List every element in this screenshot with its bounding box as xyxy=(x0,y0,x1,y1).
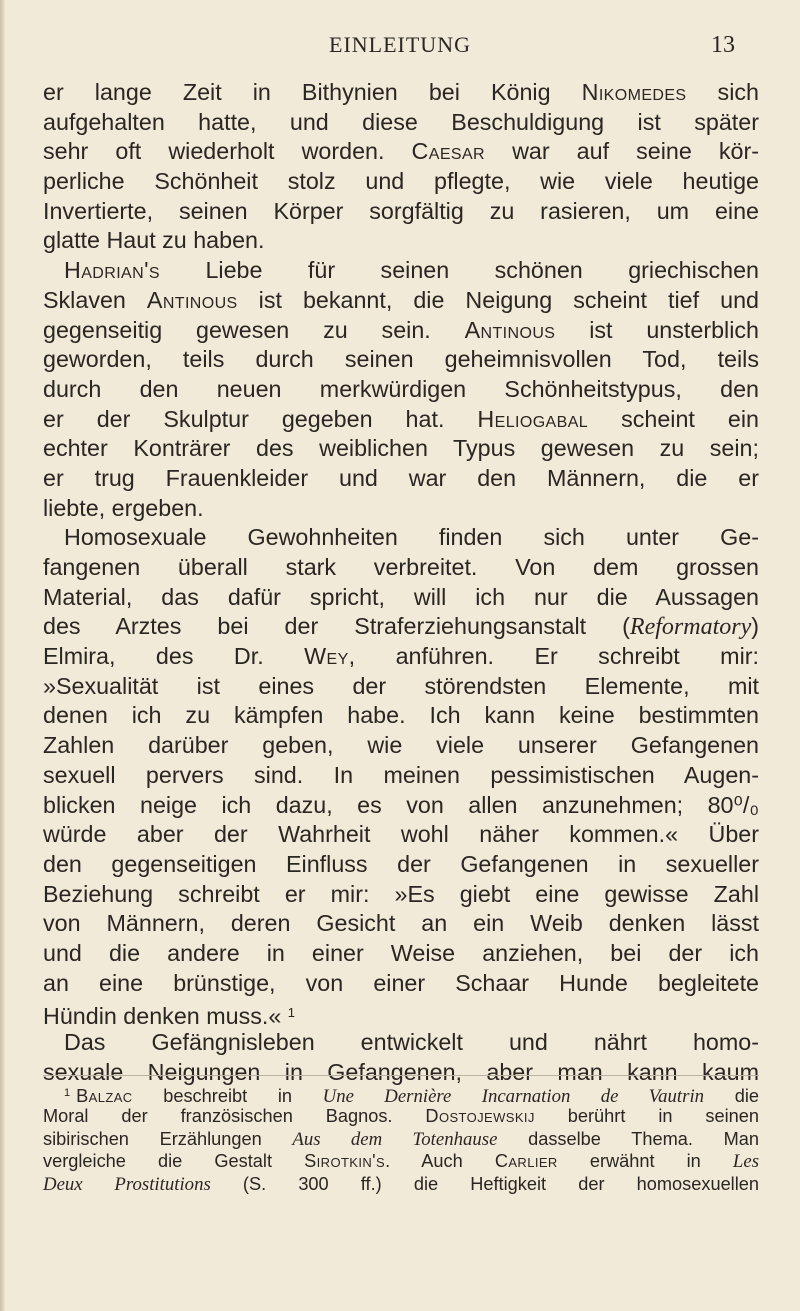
footnote-divider xyxy=(43,1075,759,1076)
text-line: von Männern, deren Gesicht an ein Weib denken lässt xyxy=(43,910,759,937)
text-span: Liebe für seinen schönen griechischen xyxy=(160,257,759,284)
text-line: Homosexuale Gewohnheiten finden sich unter Ge- xyxy=(64,524,759,551)
italic-term: Reformatory xyxy=(629,614,752,641)
text-line xyxy=(43,998,759,1028)
text-line: blicken neige ich dazu, es von allen anzunehmen; 80⁰/₀ xyxy=(43,791,759,818)
text-span: berührt in seinen xyxy=(534,1105,759,1126)
text-span: beschreibt in xyxy=(132,1086,323,1106)
text-line: liebte, ergeben. xyxy=(43,494,204,521)
text-line: Invertierte, seinen Körper sorgfältig zu rasieren, um eine xyxy=(43,197,759,224)
person-name: Heliogabal xyxy=(477,405,589,432)
footnote-line xyxy=(43,1150,759,1173)
text-span: er lange Zeit in Bithynien bei König xyxy=(43,79,582,105)
text-span: sibirischen Erzählungen xyxy=(43,1128,293,1149)
text-span: gegenseitig gewesen zu sein. xyxy=(43,316,465,343)
text-span: Elmira, des Dr. xyxy=(43,643,305,670)
person-name: Sirotkin's xyxy=(304,1151,386,1172)
text-line: fangenen überall stark verbreitet. Von dem grossen xyxy=(43,554,759,580)
text-span: Moral der französischen Bagnos. xyxy=(43,1105,426,1126)
text-line: und die andere in einer Weise anziehen, bei der ich xyxy=(43,939,759,966)
text-line: echter Konträrer des weiblichen Typus gewesen zu sein; xyxy=(43,435,759,462)
text-line xyxy=(43,286,759,316)
text-line: er trug Frauenkleider und war den Männern, die er xyxy=(43,464,759,491)
text-line: sexuell pervers sind. In meinen pessimistischen Augen- xyxy=(43,761,759,788)
text-line: sexuale Neigungen in Gefangenen, aber man kann kaum xyxy=(43,1058,759,1085)
text-span: ist unsterblich xyxy=(555,316,759,343)
book-title: Une Dernière Incarnation de Vautrin xyxy=(322,1086,705,1107)
person-name: Balzac xyxy=(76,1086,133,1106)
text-span: er der Skulptur gegeben hat. xyxy=(43,405,478,432)
person-name: Nikomedes xyxy=(581,79,687,105)
text-span: scheint ein xyxy=(588,405,759,432)
text-line: geworden, teils durch seinen geheimnisvollen Tod, teils xyxy=(43,346,759,373)
text-line: Beziehung schreibt er mir: »Es giebt eine gewisse Zahl xyxy=(43,880,759,907)
page-header xyxy=(30,30,770,70)
text-line xyxy=(43,642,759,672)
text-span: ist bekannt, die Neigung scheint tief und xyxy=(237,286,759,313)
body-text xyxy=(43,78,759,1087)
book-title: Les xyxy=(732,1151,759,1173)
footnote-block xyxy=(43,1082,759,1196)
person-name: Carlier xyxy=(494,1151,558,1172)
person-name: Wey xyxy=(304,643,349,670)
text-line: glatte Haut zu haben. xyxy=(43,227,265,254)
text-span: ) xyxy=(751,613,759,640)
text-span: die xyxy=(704,1086,760,1106)
text-span: sich xyxy=(686,79,759,105)
text-line: würde aber der Wahrheit wohl näher kommen.« Über xyxy=(43,821,759,848)
text-line xyxy=(43,137,759,167)
footnote-line xyxy=(43,1128,759,1151)
text-span: vergleiche die Gestalt xyxy=(43,1151,305,1172)
text-line xyxy=(43,405,759,435)
text-span: (S. 300 ff.) die Heftigkeit der homosexuellen xyxy=(210,1174,759,1195)
text-line: aufgehalten hatte, und diese Beschuldigung ist später xyxy=(43,108,759,135)
footnote-line xyxy=(43,1105,759,1128)
footnote-line xyxy=(43,1173,759,1196)
footnote-line xyxy=(43,1082,759,1105)
person-name: Dostojewskij xyxy=(425,1105,535,1126)
book-title: Aus dem Totenhause xyxy=(292,1128,498,1150)
text-span: . Auch xyxy=(385,1151,495,1172)
text-line xyxy=(43,612,759,642)
text-line xyxy=(43,256,759,286)
footnote-mark: 1 xyxy=(64,1087,71,1099)
person-name: Antinous xyxy=(464,316,556,343)
text-line: Material, das dafür spricht, will ich nur die Aussagen xyxy=(43,583,759,610)
text-line: Zahlen darüber geben, wie viele unserer Gefangenen xyxy=(43,732,759,759)
text-span: , anführen. Er schreibt mir: xyxy=(348,643,760,670)
text-span: Sklaven xyxy=(43,286,147,313)
text-line xyxy=(43,78,759,108)
text-line: Das Gefängnisleben entwickelt und nährt homo- xyxy=(64,1029,759,1055)
person-name: Antinous xyxy=(146,286,238,313)
book-title: Deux Prostitutions xyxy=(43,1174,211,1196)
text-span: Hündin denken muss.« xyxy=(43,1003,288,1030)
text-line: an eine brünstige, von einer Schaar Hunde begleitete xyxy=(43,969,759,996)
text-span: dasselbe Thema. Man xyxy=(497,1128,759,1149)
running-title: EINLEITUNG xyxy=(329,32,471,57)
person-name: Caesar xyxy=(411,138,486,165)
footnote-reference[interactable]: 1 xyxy=(287,1005,295,1021)
person-name: Hadrian's xyxy=(64,257,160,284)
text-span: war auf seine kör- xyxy=(485,138,759,165)
text-span: erwähnt in xyxy=(557,1151,733,1172)
text-line xyxy=(43,316,759,346)
text-line: den gegenseitigen Einfluss der Gefangenen in sexueller xyxy=(43,850,759,877)
text-line: durch den neuen merkwürdigen Schönheitstypus, den xyxy=(43,375,759,402)
page-edge xyxy=(0,0,5,1311)
text-line: denen ich zu kämpfen habe. Ich kann keine bestimmten xyxy=(43,702,759,729)
text-span: sehr oft wiederholt worden. xyxy=(43,138,412,165)
page-number: 13 xyxy=(711,32,735,58)
text-line: »Sexualität ist eines der störendsten Elemente, mit xyxy=(43,672,759,699)
text-line: perliche Schönheit stolz und pflegte, wie viele heutige xyxy=(43,168,759,195)
text-span: des Arztes bei der Straferziehungsanstalt ( xyxy=(43,613,630,640)
